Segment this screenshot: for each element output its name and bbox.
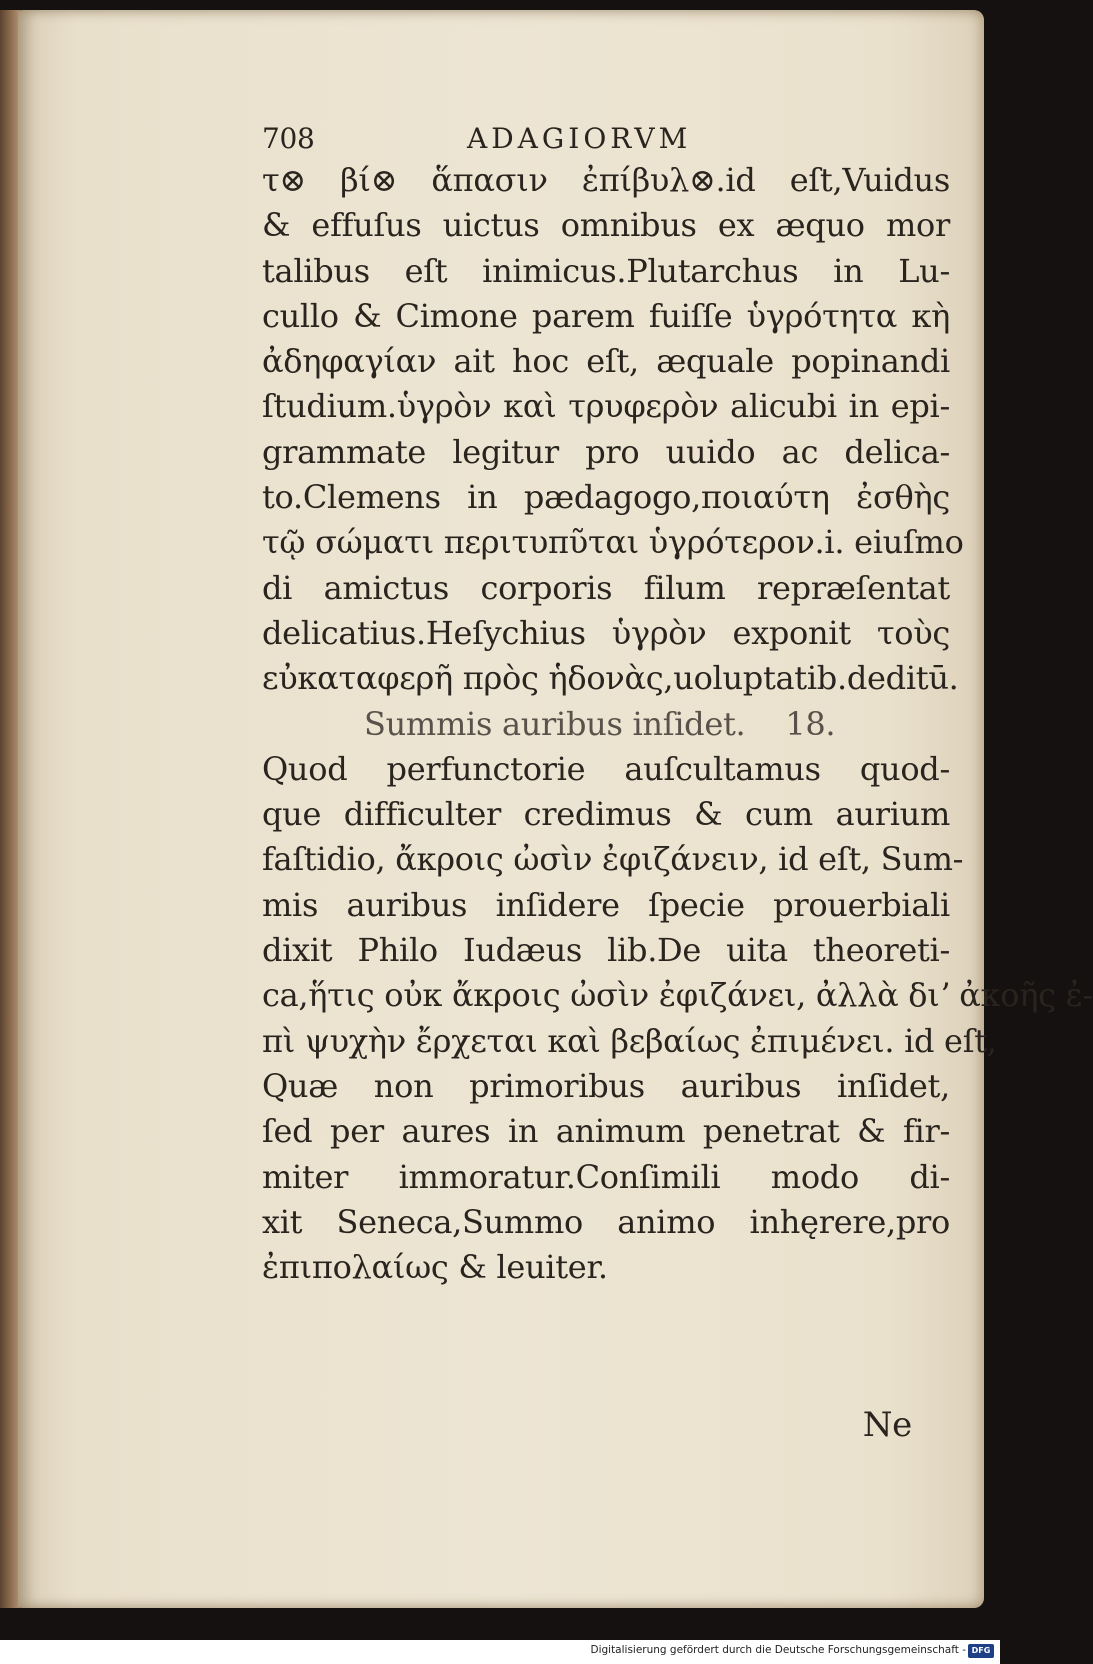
paragraph-2 — [262, 747, 1093, 1291]
text-line: ἐπιπολαίως & leuiter. — [262, 1248, 608, 1287]
text-line: Quæ non primoribus auribus inſidet, — [262, 1066, 950, 1105]
book-spine-edge — [0, 10, 20, 1608]
text-line: Quod perfunctorie auſcultamus quod- — [262, 749, 950, 788]
footer-bar — [0, 1640, 1000, 1664]
text-line: to.Clemens in pædagogo,ποιαύτη ἐσθὴς — [262, 478, 950, 517]
text-line: talibus eſt inimicus.Plutarchus in Lu- — [262, 251, 950, 290]
text-line: τ⊗ βί⊗ ἅπασιν ἐπίβυλ⊗.id eſt,Vuidus — [262, 161, 950, 199]
page-number: 708 — [262, 122, 315, 155]
text-line: πὶ ψυχὴν ἔρχεται καὶ βεβαίως ἐπιμένει. id eſt, — [262, 1021, 997, 1060]
text-line: grammate legitur pro uuido ac delica- — [262, 432, 950, 471]
text-line: cullo & Cimone parem fuiſſe ὑγρότητα κὴ — [262, 296, 950, 335]
text-line: que difficulter credimus & cum aurium — [262, 795, 950, 834]
footer-credit: Digitalisierung gefördert durch die Deutsche Forschungsgemeinschaft - — [590, 1644, 966, 1656]
text-line: di amictus corporis filum repræſentat — [262, 568, 950, 607]
text-line: mis auribus inſidere ſpecie prouerbiali — [262, 885, 950, 924]
text-line: τῷ σώματι περιτυπῦται ὑγρότερον.i. eiuſmo — [262, 523, 964, 562]
catchword: Ne — [862, 1405, 912, 1445]
text-line: εὐκαταφερῆ πρὸς ἡδονὰς,uoluptatib.deditū. — [262, 659, 959, 698]
text-line: ἀδηφαγίαν ait hoc eſt, æquale popinandi — [262, 342, 950, 381]
text-line: dixit Philo Iudæus lib.De uita theoreti- — [262, 931, 950, 970]
dfg-logo: DFG — [968, 1644, 994, 1658]
text-line: delicatius.Heſychius ὑγρὸν exponit τοὺς — [262, 613, 950, 652]
text-line: ca,ἥτις οὐκ ἄκροις ὠσὶν ἐφιζάνει, ἀλλὰ διʼ ἀκοῆς ἐ- — [262, 976, 1093, 1015]
page-header — [262, 116, 962, 158]
text-line: ſtudium.ὑγρὸν καὶ τρυφερὸν alicubi in epi- — [262, 387, 950, 426]
text-line: miter immoratur.Conſimili modo di- — [262, 1157, 950, 1196]
text-block — [262, 116, 1093, 1445]
adage-title: Summis auribus inſidet. — [364, 704, 746, 743]
text-line: & effuſus uictus omnibus ex æquo mor — [262, 206, 950, 245]
text-line: ſed per aures in animum penetrat & fir- — [262, 1112, 950, 1151]
running-head: ADAGIORVM — [467, 122, 692, 155]
text-line: faſtidio, ἄκροις ὠσὶν ἐφιζάνειν, id eſt, Sum- — [262, 840, 964, 879]
paragraph-1 — [262, 158, 962, 702]
adage-heading — [262, 702, 962, 747]
adage-number: 18. — [785, 704, 836, 743]
text-line: xit Seneca,Summo animo inhęrere,pro — [262, 1202, 950, 1241]
